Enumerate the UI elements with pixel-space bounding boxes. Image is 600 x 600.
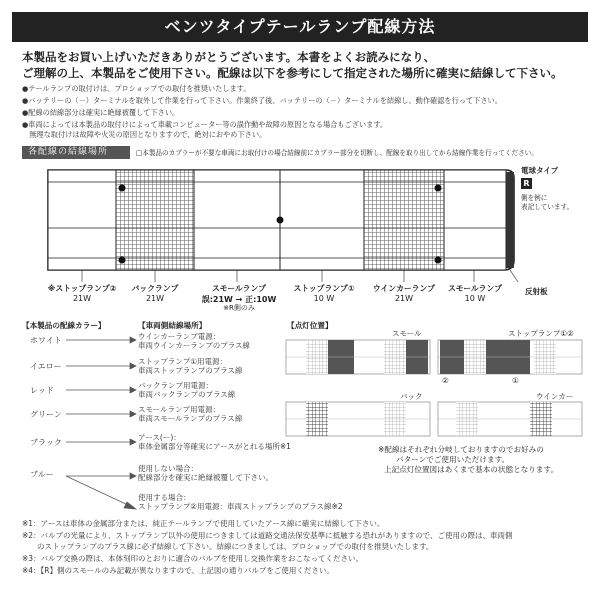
note-4: ●車両によっては本製品の取付けによって車載コンピューター等の誤作動や故障の原因となる場合もございます。 xyxy=(22,120,388,129)
note-1: ●テールランプの取付けは、プロショップでの取付を推奨いたします。 xyxy=(22,84,251,93)
back-lamp-cell xyxy=(116,170,194,270)
lamp-caption-small-r: スモールランプ xyxy=(211,284,267,293)
purpose-green-2: 車両スモールランプのプラス線 xyxy=(138,414,243,423)
bulb-type-desc-2: 表記しています。 xyxy=(521,203,574,211)
wire-white: ホワイト xyxy=(30,336,62,345)
blue-unused-2: 配線部分を確実に絶縁被覆して下さい。 xyxy=(138,473,273,482)
wire-red: レッド xyxy=(30,386,54,395)
section-note: □本製品のカプラーが不要な車両にお取付けの場合結線前にカプラー部分を切断し、配線を取り出してから結線作業を行ってください。 xyxy=(136,149,538,157)
blue-unused-1: 使用しない場合： xyxy=(138,464,198,473)
panel-back-label: バック xyxy=(400,392,423,401)
wire-black: ブラック xyxy=(30,438,62,447)
intro-line-2: ご理解の上、本製品をご使用下さい。配線は以下を参考にして指定された場所に確実に結線して下さい。 xyxy=(22,66,563,80)
footnote-3: ※3：バルブ交換の際は、本体刻印のとおりに適合のバルブを使用し交換作業をおこなってください。 xyxy=(22,554,364,563)
winker-lamp-cell xyxy=(364,170,444,270)
wire-green: グリーン xyxy=(30,410,62,419)
remark-3: 上記点灯位置図はあくまで基本の状態となります。 xyxy=(384,465,559,474)
footnote-2b: のストップランプのプラス線に必ず結線して下さい。結線につきましては、プロショップでの取付を推奨いたします。 xyxy=(22,542,434,551)
lamp-watt-small: 10 W xyxy=(464,294,486,303)
mark-1: ① xyxy=(512,376,519,385)
bulb-type-label: 電球タイプ xyxy=(521,166,559,175)
purpose-yellow-2: 車両ストップランプのプラス線 xyxy=(138,366,243,375)
lamp-watt-stop1: 10 W xyxy=(313,294,335,303)
remark-1: ※配線はそれぞれ分岐しておりますのでお好みの xyxy=(378,445,544,454)
mark-2: ② xyxy=(442,376,449,385)
blue-used-1: 使用する場合： xyxy=(138,493,191,502)
purpose-black-2: 車体金属部分等確実にアースがとれる場所※1 xyxy=(138,442,291,451)
wire-blue: ブルー xyxy=(30,470,54,479)
lamp-watt-back: 21W xyxy=(145,294,165,303)
lamp-caption-back: バックランプ xyxy=(131,284,179,293)
purpose-red-2: 車両バックランプのプラス線 xyxy=(138,390,236,399)
bulb-stop2-icon xyxy=(119,257,126,264)
purpose-red-1: バックランプ用電源： xyxy=(138,381,213,390)
panel-stop-label: ストップランプ①② xyxy=(508,329,574,338)
bulb-stop1-icon xyxy=(435,257,442,264)
panel-small-label: スモール xyxy=(392,329,422,338)
reflector-strip xyxy=(506,172,514,268)
note-3: ●配線の結線部分は確実に絶縁被覆して下さい。 xyxy=(22,108,180,117)
wire-color-header: 【本製品の配線カラー】 xyxy=(22,321,106,330)
purpose-green-1: スモールランプ用電源： xyxy=(138,405,221,414)
bulb-small-icon xyxy=(277,217,284,224)
bulb-type-desc-1: 側を例に xyxy=(521,194,548,202)
lamp-watt-stop2: 21W xyxy=(72,294,92,303)
bulb-winker-icon xyxy=(435,185,442,192)
section-label: 各配線の結線場所 xyxy=(22,146,130,159)
footnote-2: ※2：バルブの光量により、ストップランプ以外の使用につきましては道路交通法保安基準に抵触する恐れがありますので、ご使用の際は、車両側 xyxy=(22,531,513,540)
note-5: 無理な取付けは故障や火災の原因となりますので、絶対におやめ下さい。 xyxy=(22,130,267,139)
page-title: ベンツタイプテールランプ配線方法 xyxy=(12,12,588,42)
panel-back xyxy=(286,402,430,436)
blue-used-2: ストップランプ②用電源：車両ストップランプのプラス線※2 xyxy=(138,502,343,511)
wire-arrows xyxy=(22,330,138,530)
lamp-caption-small: スモールランプ xyxy=(447,284,503,293)
panel-stop xyxy=(438,340,582,374)
bulb-type-code: R xyxy=(521,178,532,189)
lamp-caption-winker: ウインカーランプ xyxy=(372,284,436,293)
tail-lamp-diagram xyxy=(40,160,520,282)
panel-winker xyxy=(438,402,582,436)
purpose-white-2: 車両ウインカーランプのプラス線 xyxy=(138,341,251,350)
panel-small xyxy=(286,340,430,374)
lamp-caption-stop1: ストップランプ① xyxy=(293,284,355,293)
purpose-white-1: ウインカーランプ電源： xyxy=(138,332,221,341)
intro-line-1: 本製品をお買い上げいただきありがとうございます。本書をよくお読みになり、 xyxy=(22,50,436,64)
lamp-watt-small-r: 誤:21W → 正:10W xyxy=(201,295,277,304)
vehicle-side-header: 【車両側結線場所】 xyxy=(138,321,207,330)
lamp-extra-small-r: ※R側のみ xyxy=(223,304,255,312)
panel-winker-label: ウインカー xyxy=(536,392,574,401)
bulb-back-icon xyxy=(119,185,126,192)
wire-yellow: イエロー xyxy=(30,362,62,371)
remark-2: パターンでご使用いただけます。 xyxy=(396,455,510,464)
purpose-black-1: アース(ー)： xyxy=(138,433,181,442)
footnote-1: ※1：アースは車体の金属部分または、純正テールランプで使用していたアース線に確実に結線して下さい。 xyxy=(22,519,385,528)
purpose-yellow-1: ストップランプ①用電源： xyxy=(138,357,227,366)
lamp-watt-winker: 21W xyxy=(394,294,414,303)
footnote-4: ※4：【R】側のスモールのみ記載が異なりますので、上記図の通りバルブをご使用ください。 xyxy=(22,566,334,575)
reflector-label: 反射板 xyxy=(525,287,548,296)
lamp-caption-stop2: ※ストップランプ② xyxy=(47,284,117,293)
lighting-position-header: 【点灯位置】 xyxy=(287,321,333,330)
note-2: ●バッテリーの（－）ターミナルを取外して作業を行って下さい。作業終了後、バッテリーの（－）ターミナルを結線し、動作確認を行って下さい。 xyxy=(22,96,502,105)
